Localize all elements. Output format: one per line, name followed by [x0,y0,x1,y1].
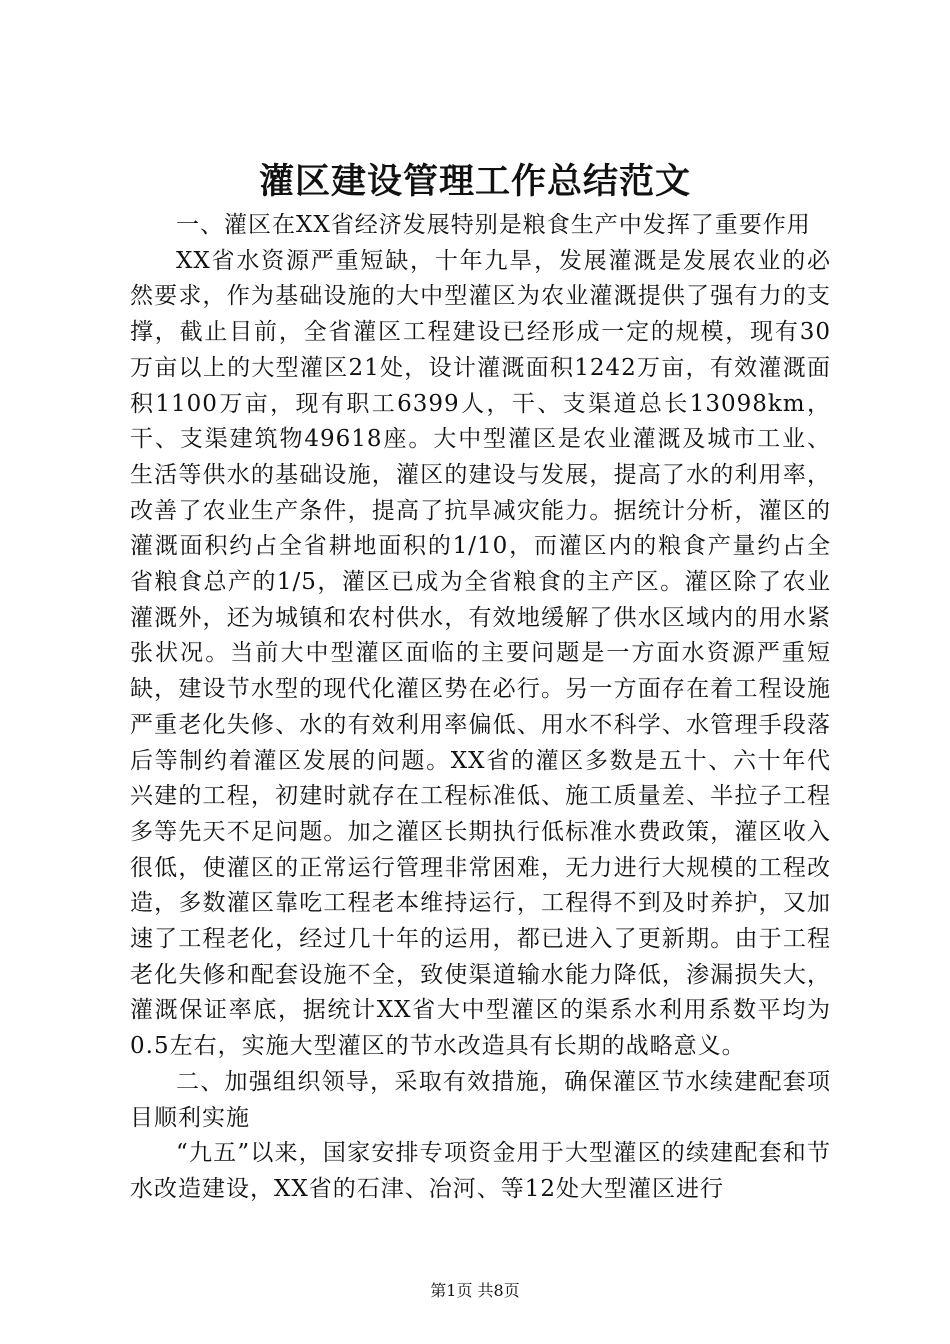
document-body [130,208,831,1208]
section-heading-2: 二、加强组织领导，采取有效措施，确保灌区节水续建配套项目顺利实施 [130,1068,831,1131]
section-heading-1: 一、灌区在XX省经济发展特别是粮食生产中发挥了重要作用 [176,212,811,238]
body-paragraph-1: XX省水资源严重短缺，十年九旱，发展灌溉是发展农业的必然要求，作为基础设施的大中型灌区为农业灌溉提供了强有力的支撑，截止目前，全省灌区工程建设已经形成一定的规模，现有30万亩以上的大型灌区21处，设计灌溉面积1242万亩，有效灌溉面积1100万亩，现有职工6399人，干、支渠道总长13098km，干、支渠建筑物49618座。大中型灌区是农业灌溉及城市工业、生活等供水的基础设施，灌区的建设与发展，提高了水的利用率，改善了农业生产条件，提高了抗旱减灾能力。据统计分析，灌区的灌溉面积约占全省耕地面积的1/10，而灌区内的粮食产量约占全省粮食总产的1/5，灌区已成为全省粮食的主产区。灌区除了农业灌溉外，还为城镇和农村供水，有效地缓解了供水区域内的用水紧张状况。当前大中型灌区面临的主要问题是一方面水资源严重短缺，建设节水型的现代化灌区势在必行。另一方面存在着工程设施严重老化失修、水的有效利用率偏低、用水不科学、水管理手段落后等制约着灌区发展的问题。XX省的灌区多数是五十、六十年代兴建的工程，初建时就存在工程标准低、施工质量差、半拉子工程多等先天不足问题。加之灌区长期执行低标准水费政策，灌区收入很低，使灌区的正常运行管理非常困难，无力进行大规模的工程改造，多数灌区靠吃工程老本维持运行，工程得不到及时养护，又加速了工程老化，经过几十年的运用，都已进入了更新期。由于工程老化失修和配套设施不全，致使渠道输水能力降低，渗漏损失大，灌溉保证率底，据统计XX省大中型灌区的渠系水利用系数平均为0.5左右，实施大型灌区的节水改造具有长期的战略意义。 [130,247,831,1060]
page-footer: 第1页 共8页 [430,1281,520,1300]
body-paragraph-2: “九五”以来，国家安排专项资金用于大型灌区的续建配套和节水改造建设，XX省的石津、冶河、等12处大型灌区进行 [130,1140,831,1202]
document-title: 灌区建设管理工作总结范文 [258,161,691,202]
